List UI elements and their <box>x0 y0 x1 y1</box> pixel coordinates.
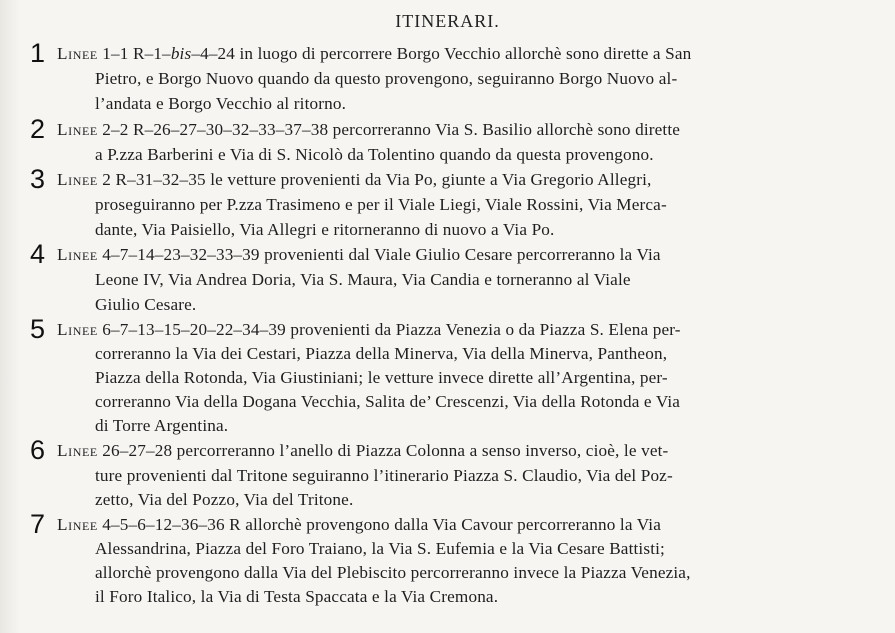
entry-number: 5 <box>30 314 46 344</box>
entry-line <box>57 44 691 64</box>
entry-line: di Torre Argentina. <box>95 416 229 435</box>
entry-number: 1 <box>30 38 46 68</box>
entry-line: correranno la Via dei Cestari, Piazza della Minerva, Via della Minerva, Pantheon, <box>95 344 668 363</box>
entry-label: Linee <box>57 245 98 264</box>
entry-text: 2 R–31–32–35 le vetture provenienti da Via Po, giunte a Via Gregorio Allegri, <box>102 170 652 189</box>
entry-line: correranno Via della Dogana Vecchia, Salita de’ Crescenzi, Via della Rotonda e Via <box>95 392 681 411</box>
entry-text: 4–5–6–12–36–36 R allorchè provengono dalla Via Cavour percorreranno la Via <box>102 515 662 534</box>
entry-number: 3 <box>30 164 46 194</box>
entry-label: Linee <box>57 44 98 63</box>
entry-line <box>57 245 661 265</box>
entry-label: Linee <box>57 120 98 139</box>
entry-line: Leone IV, Via Andrea Doria, Via S. Maura, Via Candia e torneranno al Viale <box>95 270 631 289</box>
entry-line: Pietro, e Borgo Nuovo quando da questo provengono, seguiranno Borgo Nuovo al- <box>95 69 678 88</box>
entry-number: 7 <box>30 509 46 539</box>
entry-text: 6–7–13–15–20–22–34–39 provenienti da Piazza Venezia o da Piazza S. Elena per- <box>102 320 681 339</box>
scan-edge-shadow <box>0 0 20 633</box>
entry-line <box>57 515 661 535</box>
entry-line: proseguiranno per P.zza Trasimeno e per il Viale Liegi, Viale Rossini, Via Merca- <box>95 195 667 214</box>
entry-italic-text: bis <box>170 44 192 63</box>
entry-text: 1–1 R–1– <box>102 44 171 63</box>
entry-line <box>57 441 668 461</box>
entry-line <box>57 320 681 340</box>
entry-text: –4–24 in luogo di percorrere Borgo Vecchio allorchè sono dirette a San <box>191 44 692 63</box>
entry-label: Linee <box>57 441 98 460</box>
entry-text: 2–2 R–26–27–30–32–33–37–38 percorreranno Via S. Basilio allorchè sono dirette <box>102 120 681 139</box>
entry-line: zetto, Via del Pozzo, Via del Tritone. <box>95 490 354 509</box>
entry-line <box>57 120 680 140</box>
entry-line: allorchè provengono dalla Via del Plebiscito percorreranno invece la Piazza Venezia, <box>95 563 691 582</box>
entry-label: Linee <box>57 170 98 189</box>
entry-line: Piazza della Rotonda, Via Giustiniani; le vetture invece dirette all’Argentina, per- <box>95 368 668 387</box>
entry-label: Linee <box>57 320 98 339</box>
entry-line: dante, Via Paisiello, Via Allegri e ritorneranno di nuovo a Via Po. <box>95 220 555 239</box>
entry-line: il Foro Italico, la Via di Testa Spaccata e la Via Cremona. <box>95 587 499 606</box>
entry-text: 26–27–28 percorreranno l’anello di Piazza Colonna a senso inverso, cioè, le vet- <box>102 441 669 460</box>
entry-line: ture provenienti dal Tritone seguiranno l’itinerario Piazza S. Claudio, Via del Poz- <box>95 466 673 485</box>
entry-number: 6 <box>30 435 46 465</box>
entry-line <box>57 170 651 190</box>
entry-number: 2 <box>30 114 46 144</box>
entry-text: 4–7–14–23–32–33–39 provenienti dal Viale Giulio Cesare percorreranno la Via <box>102 245 661 264</box>
entry-line: a P.zza Barberini e Via di S. Nicolò da Tolentino quando da questa provengono. <box>95 145 654 164</box>
entry-line: l’andata e Borgo Vecchio al ritorno. <box>95 94 347 113</box>
entry-number: 4 <box>30 239 46 269</box>
entry-line: Alessandrina, Piazza del Foro Traiano, la Via S. Eufemia e la Via Cesare Battisti; <box>95 539 665 558</box>
page-title: ITINERARI. <box>395 11 500 31</box>
entry-line: Giulio Cesare. <box>95 295 197 314</box>
entry-label: Linee <box>57 515 98 534</box>
